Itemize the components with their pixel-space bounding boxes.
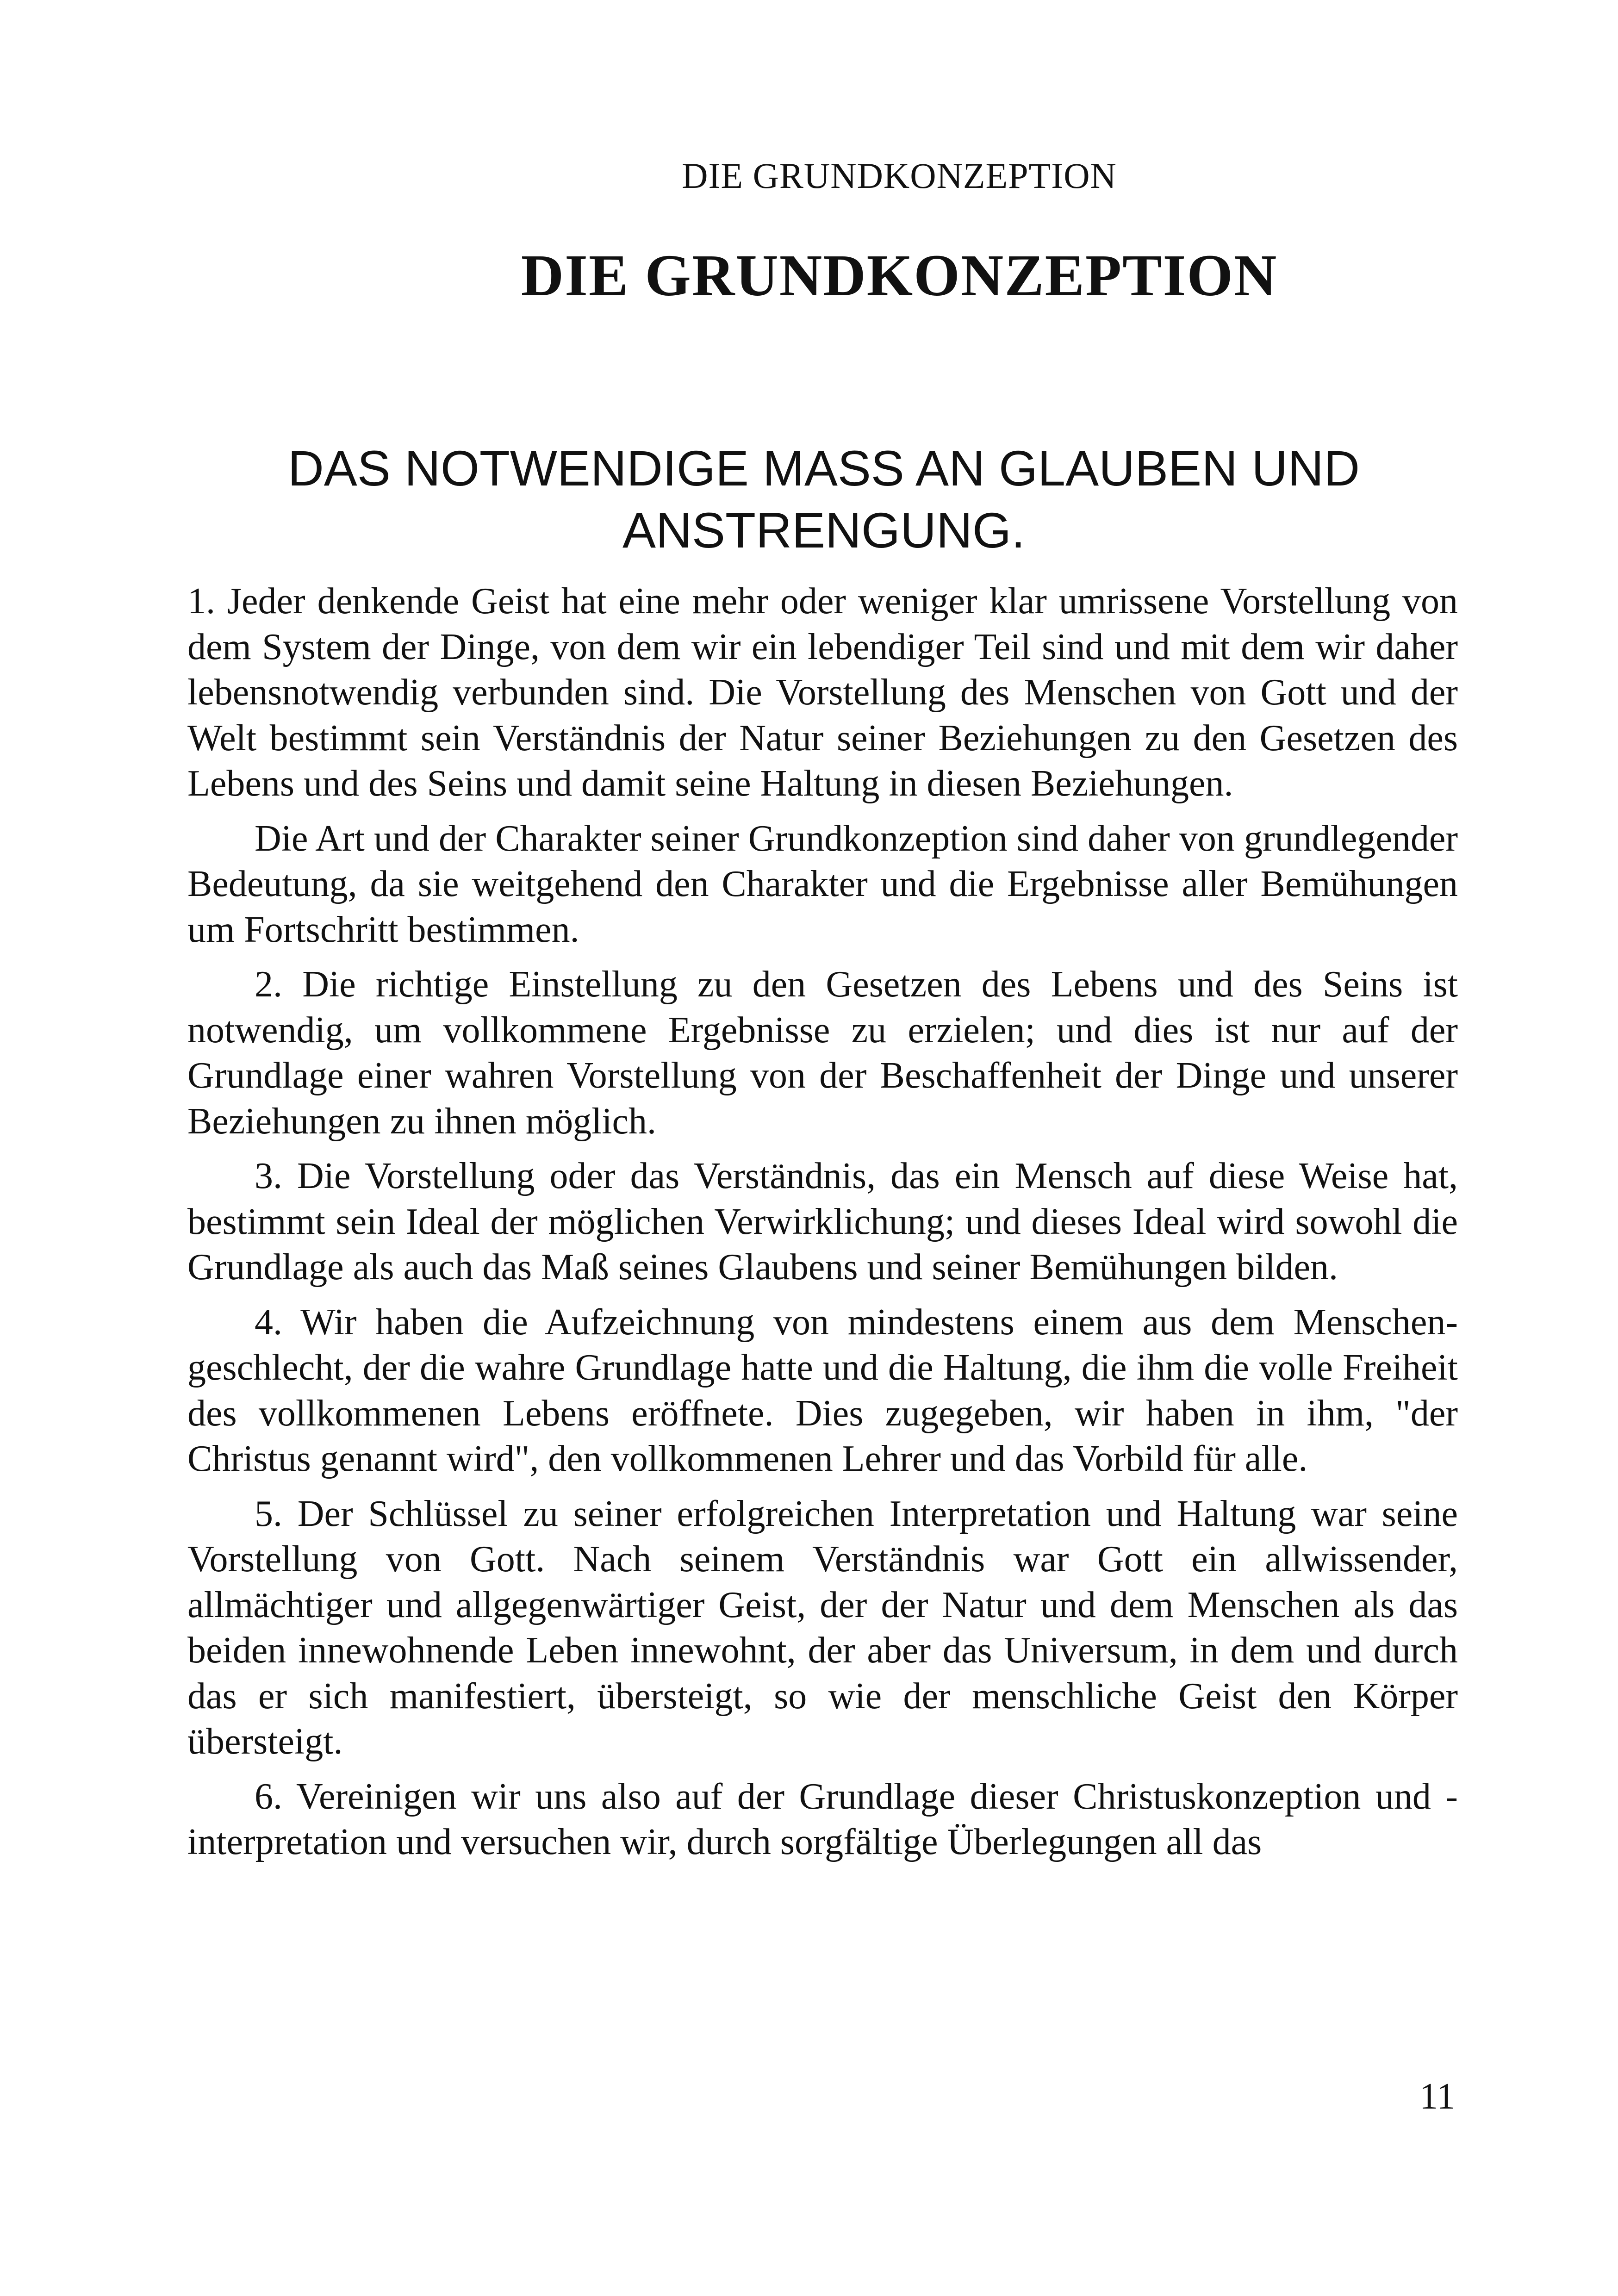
section-heading-line-1: DAS NOTWENDIGE MASS AN GLAUBEN UND xyxy=(287,440,1360,496)
section-heading-line-2: ANSTRENGUNG. xyxy=(622,502,1026,558)
paragraph-1: 1. Jeder denkende Geist hat eine mehr oder weniger klar umrissene Vorstellung von dem System der Dinge, von dem wir ein lebendiger Teil sind und mit dem wir daher lebensnotwendig verbunden sind. Die Vorstellung des Menschen von Gott und der Welt bestimmt sein Verständnis der Natur seiner Beziehungen zu den Gesetzen des Lebens und des Seins und damit seine Haltung in diesen Beziehungen. xyxy=(187,581,1458,804)
paragraph-5: 4. Wir haben die Aufzeichnung von mindestens einem aus dem Menschengeschlecht, der die wahre Grundlage hatte und die Haltung, die ihm die volle Freiheit des vollkommenen Lebens eröffnete. Dies zugegeben, wir haben in ihm, "der Christus genannt wird", den vollkommenen Lehrer und das Vorbild für alle. xyxy=(187,1301,1458,1479)
body-text xyxy=(187,579,1458,1874)
paragraph-6: 5. Der Schlüssel zu seiner erfolgreichen Interpretation und Haltung war seine Vorstellung von Gott. Nach seinem Verständnis war Gott ein allwissender, allmächtiger und allgegenwärtiger Geist, der der Natur und dem Menschen als das beiden innewohnende Leben innewohnt, der aber das Universum, in dem und durch das er sich manifestiert, übersteigt, so wie der menschliche Geist den Körper übersteigt. xyxy=(187,1493,1458,1762)
page-number: 11 xyxy=(1419,2076,1455,2117)
paragraph-3: 2. Die richtige Einstellung zu den Gesetzen des Lebens und des Seins ist notwendig, um vollkommene Ergebnisse zu erzielen; und dies ist nur auf der Grundlage einer wahren Vorstellung von der Beschaffenheit der Dinge und unserer Beziehungen zu ihnen möglich. xyxy=(187,964,1458,1142)
paragraph-4: 3. Die Vorstellung oder das Verständnis, das ein Mensch auf diese Weise hat, bestimmt sein Ideal der möglichen Verwirklichung; und dieses Ideal wird sowohl die Grundlage als auch das Maß seines Glaubens und seiner Bemühungen bilden. xyxy=(187,1156,1458,1288)
chapter-title: DIE GRUNDKONZEPTION xyxy=(521,243,1278,308)
paragraph-7: 6. Vereinigen wir uns also auf der Grundlage dieser Christuskonzeption und -interpretation und versuchen wir, durch sorgfältige Überlegungen all das xyxy=(187,1776,1458,1862)
running-head: DIE GRUNDKONZEPTION xyxy=(682,156,1117,196)
section-heading xyxy=(180,437,1467,561)
paragraph-2: Die Art und der Charakter seiner Grundkonzeption sind daher von grundlegender Bedeutung, da sie weitgehend den Charakter und die Ergebnisse aller Bemühungen um Fortschritt bestimmen. xyxy=(187,818,1458,950)
